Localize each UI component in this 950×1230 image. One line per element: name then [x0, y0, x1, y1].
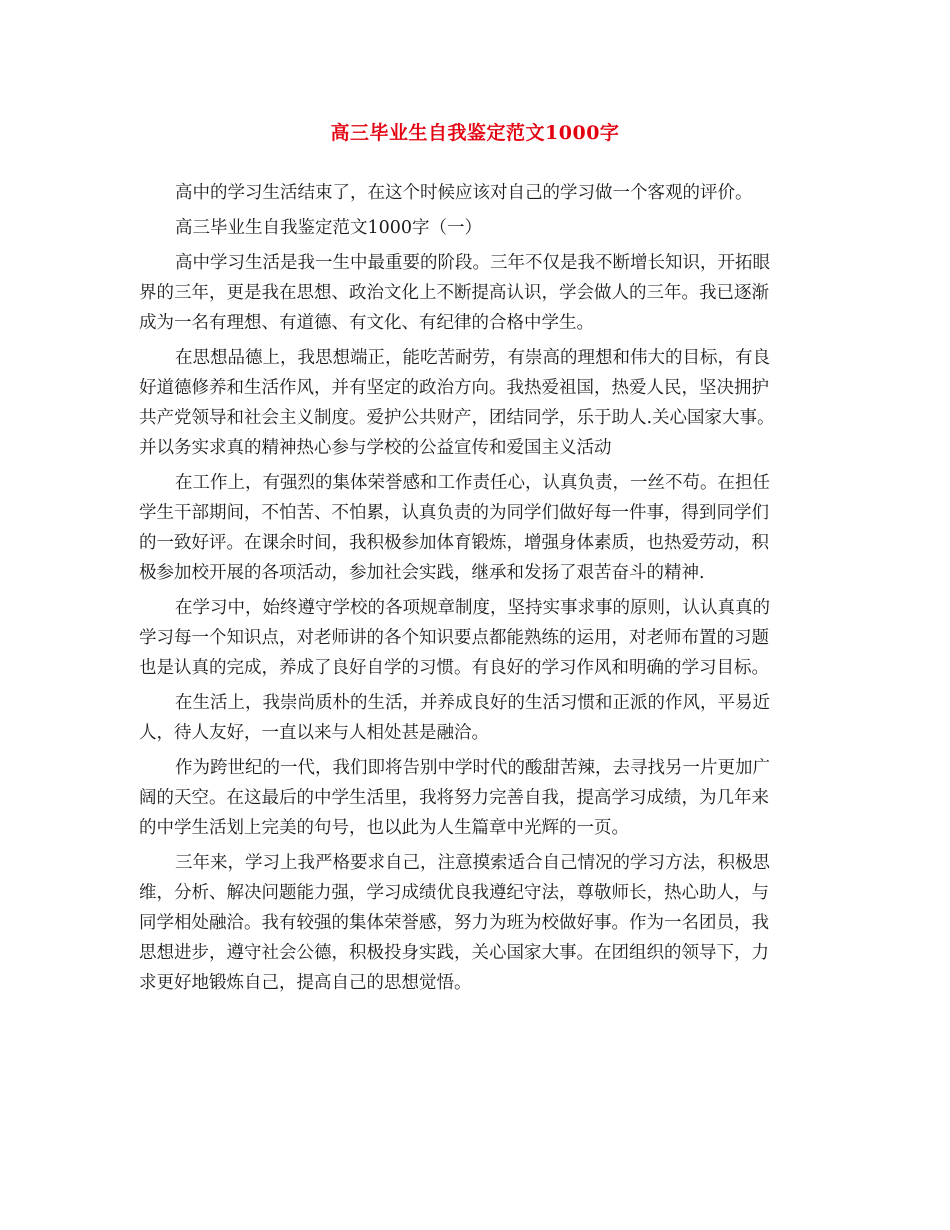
- paragraph: [139, 848, 811, 998]
- text-line: 在学习中，始终遵守学校的各项规章制度，坚持实事求事的原则，认认真真的: [175, 598, 770, 618]
- paragraph: [139, 178, 811, 208]
- text-line: 好道德修养和生活作风，并有坚定的政治方向。我热爱祖国，热爱人民，坚决拥护: [139, 378, 769, 398]
- paragraph: [139, 248, 811, 338]
- text-line: 在思想品德上，我思想端正，能吃苦耐劳，有崇高的理想和伟大的目标，有良: [175, 348, 770, 368]
- text-line: 成为一名有理想、有道德、有文化、有纪律的合格中学生。: [139, 313, 594, 333]
- text-line: 维，分析、解决问题能力强，学习成绩优良我遵纪守法，尊敬师长，热心助人，与: [139, 883, 769, 903]
- document-title: 高三毕业生自我鉴定范文1000字: [330, 122, 620, 144]
- paragraph: [139, 753, 811, 843]
- paragraph: [139, 213, 811, 243]
- text-line: 在生活上，我崇尚质朴的生活，并养成良好的生活习惯和正派的作风，平易近: [175, 693, 770, 713]
- text-line: 人，待人友好，一直以来与人相处甚是融洽。: [139, 723, 489, 743]
- document-body: [139, 178, 811, 998]
- paragraph: [139, 688, 811, 748]
- text-line: 学习每一个知识点，对老师讲的各个知识要点都能熟练的运用，对老师布置的习题: [139, 628, 769, 648]
- text-line: 高中学习生活是我一生中最重要的阶段。三年不仅是我不断增长知识，开拓眼: [175, 253, 770, 273]
- paragraph: [139, 343, 811, 463]
- text-line: 的中学生活划上完美的句号，也以此为人生篇章中光辉的一页。: [139, 818, 629, 838]
- text-line: 思想进步，遵守社会公德，积极投身实践，关心国家大事。在团组织的领导下，力: [139, 943, 769, 963]
- text-line: 三年来，学习上我严格要求自己，注意摸索适合自己情况的学习方法，积极思: [175, 853, 770, 873]
- text-line: 学生干部期间，不怕苦、不怕累，认真负责的为同学们做好每一件事，得到同学们: [139, 503, 769, 523]
- text-line: 的一致好评。在课余时间，我积极参加体育锻炼，增强身体素质，也热爱劳动，积: [139, 533, 769, 553]
- text-line: 高中的学习生活结束了，在这个时候应该对自己的学习做一个客观的评价。: [175, 183, 753, 203]
- text-line: 在工作上，有强烈的集体荣誉感和工作责任心，认真负责，一丝不苟。在担任: [175, 473, 770, 493]
- text-line: 求更好地锻炼自己，提高自己的思想觉悟。: [139, 973, 472, 993]
- text-line: 阔的天空。在这最后的中学生活里，我将努力完善自我，提高学习成绩，为几年来: [139, 788, 769, 808]
- paragraph: [139, 468, 811, 588]
- text-line: 并以务实求真的精神热心参与学校的公益宣传和爱国主义活动: [139, 438, 612, 458]
- text-line: 界的三年，更是我在思想、政治文化上不断提高认识，学会做人的三年。我已逐渐: [139, 283, 769, 303]
- text-line: 作为跨世纪的一代，我们即将告别中学时代的酸甜苦辣，去寻找另一片更加广: [175, 758, 770, 778]
- paragraph: [139, 593, 811, 683]
- text-line: 同学相处融洽。我有较强的集体荣誉感，努力为班为校做好事。作为一名团员，我: [139, 913, 769, 933]
- text-line: 高三毕业生自我鉴定范文1000字（一）: [175, 218, 483, 238]
- text-line: 也是认真的完成，养成了良好自学的习惯。有良好的学习作风和明确的学习目标。: [139, 658, 769, 678]
- text-line: 共产党领导和社会主义制度。爱护公共财产，团结同学，乐于助人.关心国家大事。: [139, 408, 775, 428]
- text-line: 极参加校开展的各项活动，参加社会实践，继承和发扬了艰苦奋斗的精神.: [139, 563, 705, 583]
